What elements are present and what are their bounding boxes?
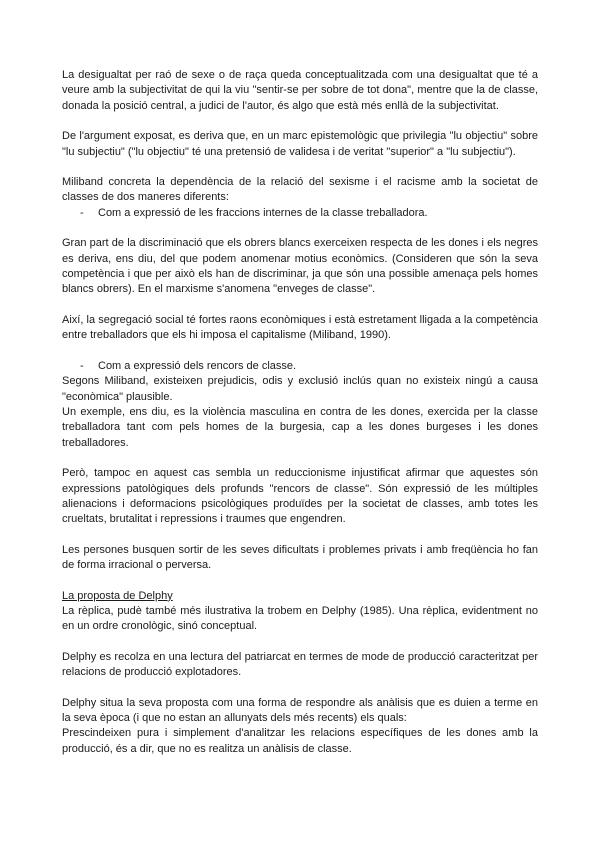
bullet-item-fractions bbox=[62, 206, 538, 221]
paragraph-prejudice: Segons Miliband, existeixen prejudicis, odis y exclusió inclús quan no existeix ningú a causa "econòmica" plausible. bbox=[62, 375, 538, 403]
paragraph-discrimination: Gran part de la discriminació que els obrers blancs exerceixen respecta de les dones i els negres es deriva, ens diu, del que podem anomenar motius econòmics. (Consideren que són la seva competència i que per això els han de discriminar, ja que són una possible amenaça pels homes blancs obrers). En el marxisme s'anomena "enveges de classe". bbox=[62, 237, 538, 296]
bullet-text: Com a expressió dels rencors de classe. bbox=[98, 359, 297, 372]
bullet-marker: - bbox=[80, 206, 84, 219]
paragraph-example: Un exemple, ens diu, es la violència masculina en contra de les dones, exercida per la classe treballadora tant com pels homes de la burgesia, cap a les dones burgeses i les dones treballadores. bbox=[62, 405, 538, 449]
paragraph-replica: La rèplica, pudè també més ilustrativa la trobem en Delphy (1985). Una rèplica, evidentment no en un ordre cronològic, sinó conceptual. bbox=[62, 604, 538, 633]
paragraph-pathological: Però, tampoc en aquest cas sembla un reduccionisme injustificat afirmar que aquestes són expressions patològiques dels profunds "rencors de classe". Són expressió de les múltiples alienacions i deformacions psicològiques produïdes per la societat de classes, amb totes les crueltats, brutalitat i repressions i traumes que engendren. bbox=[62, 467, 538, 526]
paragraph-prescind: Prescindeixen pura i simplement d'analitzar les relacions específiques de les dones amb la producció, és a dir, que no es realitza un anàlisis de classe. bbox=[62, 727, 538, 755]
paragraph-delphy-proposal: Delphy situa la seva proposta com una forma de respondre als anàlisis que es duien a terme en la seva època (i que no estan an allunyats dels més recents) els quals: bbox=[62, 696, 538, 724]
paragraph-subjectivity: La desigualtat per raó de sexe o de raça queda conceptualitzada com una desigualtat que té a veure amb la subjectivitat de qui la viu "sentir-se per sobre de tot dona", mentre que la de classe, donada la posició central, a judici de l'autor, és algo que està més enllà de la subjectivitat. bbox=[62, 69, 538, 112]
bullet-marker: - bbox=[80, 359, 84, 372]
paragraph-segregation: Així, la segregació social té fortes raons econòmiques i està estretament lligada a la competència entre treballadors que els hi imposa el capitalisme (Miliband, 1990). bbox=[62, 313, 538, 342]
bullet-text: Com a expressió de les fraccions internes de la classe treballadora. bbox=[98, 206, 428, 219]
paragraph-epistemology: De l'argument exposat, es deriva que, en un marc epistemològic que privilegia "lu objectiu" sobre "lu subjectiu" ("lu objectiu" té una pretensió de validesa i de veritat "superior" a "lu subjectiu"). bbox=[62, 130, 538, 158]
section-heading: La proposta de Delphy bbox=[62, 589, 173, 602]
paragraph-delphy-patriarchy: Delphy es recolza en una lectura del patriarcat en termes de mode de producció caracteritzat per relacions de producció explotadores. bbox=[62, 650, 538, 679]
paragraph-persons: Les persones busquen sortir de les seves dificultats i problemes privats i amb freqüència ho fan de forma irracional o perversa. bbox=[62, 543, 538, 572]
paragraph-miliband-intro: Miliband concreta la dependència de la relació del sexisme i el racisme amb la societat de classes de dos maneres diferents: bbox=[62, 176, 538, 204]
bullet-item-rancor bbox=[62, 359, 538, 374]
